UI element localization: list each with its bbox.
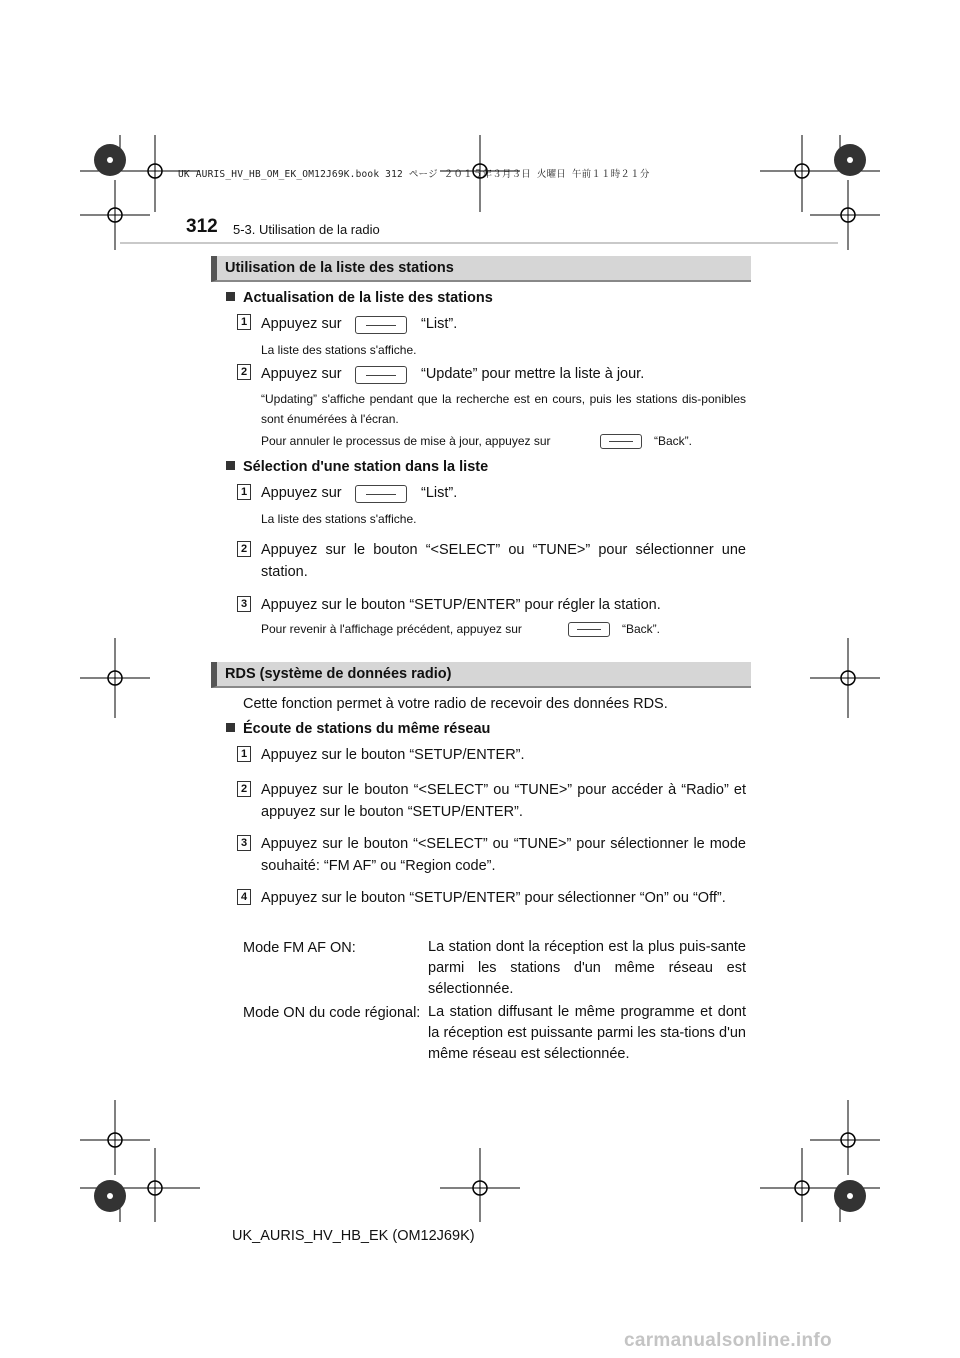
step-number: 2 [237, 364, 251, 380]
steering-switch-icon [568, 622, 610, 637]
steering-switch-icon [600, 434, 642, 449]
chapter-title: 5-3. Utilisation de la radio [233, 222, 380, 237]
step-note: “Back”. [654, 434, 693, 448]
steering-switch-icon [355, 316, 407, 334]
step-number: 1 [237, 314, 251, 330]
square-bullet-icon [226, 292, 235, 301]
definition-term: Mode ON du code régional: [243, 1005, 421, 1021]
step-text: Appuyez sur [261, 485, 342, 501]
section-heading-station-list [211, 256, 751, 282]
print-info-line: UK AURIS_HV_HB_OM_EK_OM12J69K.book 312 ページ ２０１５年３月３日 火曜日 午前１１時２１分 [178, 169, 650, 180]
square-bullet-icon [226, 723, 235, 732]
step-note: Pour annuler le processus de mise à jour, appuyez sur [261, 434, 551, 448]
step-text: Appuyez sur [261, 316, 342, 332]
watermark: carmanualsonline.info [624, 1330, 832, 1351]
step-number: 1 [237, 746, 251, 762]
step-text: Appuyez sur [261, 366, 342, 382]
step-note: “Back”. [622, 622, 661, 636]
step-note: La liste des stations s'affiche. [261, 512, 417, 526]
step-note: “Updating” s'affiche pendant que la recherche est en cours, puis les stations dis-ponibles sont énumérées à l'écran. [261, 392, 746, 426]
square-bullet-icon [226, 461, 235, 470]
step-text: “Update” pour mettre la liste à jour. [421, 366, 645, 382]
subheading-same-network: Écoute de stations du même réseau [226, 721, 490, 737]
step-text: Appuyez sur le bouton “SETUP/ENTER” pour sélectionner “On” ou “Off”. [261, 890, 726, 906]
section-heading-text: Utilisation de la liste des stations [225, 260, 454, 276]
subheading-select-station: Sélection d'une station dans la liste [226, 459, 488, 475]
step-text: “List”. [421, 485, 458, 501]
footer-document-code: UK_AURIS_HV_HB_EK (OM12J69K) [232, 1228, 475, 1244]
step-text: Appuyez sur le bouton “<SELECT” ou “TUNE>” pour accéder à “Radio” et appuyez sur le bouton “SETUP/ENTER”. [261, 782, 746, 820]
step-note: Pour revenir à l'affichage précédent, appuyez sur [261, 622, 522, 636]
subheading-update-list: Actualisation de la liste des stations [226, 290, 493, 306]
header-divider [120, 242, 838, 244]
step-text: Appuyez sur le bouton “<SELECT” ou “TUNE>” pour sélectionner une station. [261, 542, 746, 580]
step-number: 1 [237, 484, 251, 500]
steering-switch-icon [355, 366, 407, 384]
definition-description: La station dont la réception est la plus puis-sante parmi les stations d'un même réseau est sélectionnée. [428, 939, 746, 997]
definition-term: Mode FM AF ON: [243, 940, 356, 956]
section-intro: Cette fonction permet à votre radio de recevoir des données RDS. [243, 696, 668, 712]
definition-description: La station diffusant le même programme et dont la réception est puissante parmi les sta-tions d'un même réseau est sélectionnée. [428, 1004, 746, 1062]
step-number: 2 [237, 781, 251, 797]
step-number: 3 [237, 596, 251, 612]
steering-switch-icon [355, 485, 407, 503]
step-number: 4 [237, 889, 251, 905]
step-text: Appuyez sur le bouton “<SELECT” ou “TUNE>” pour sélectionner le mode souhaité: “FM AF” ou “Region code”. [261, 836, 746, 874]
section-heading-rds [211, 662, 751, 688]
step-text: “List”. [421, 316, 458, 332]
step-text: Appuyez sur le bouton “SETUP/ENTER”. [261, 747, 525, 763]
step-text: Appuyez sur le bouton “SETUP/ENTER” pour régler la station. [261, 597, 661, 613]
step-note: La liste des stations s'affiche. [261, 343, 417, 357]
page-number: 312 [186, 216, 218, 237]
section-heading-text: RDS (système de données radio) [225, 666, 452, 682]
step-number: 2 [237, 541, 251, 557]
step-number: 3 [237, 835, 251, 851]
